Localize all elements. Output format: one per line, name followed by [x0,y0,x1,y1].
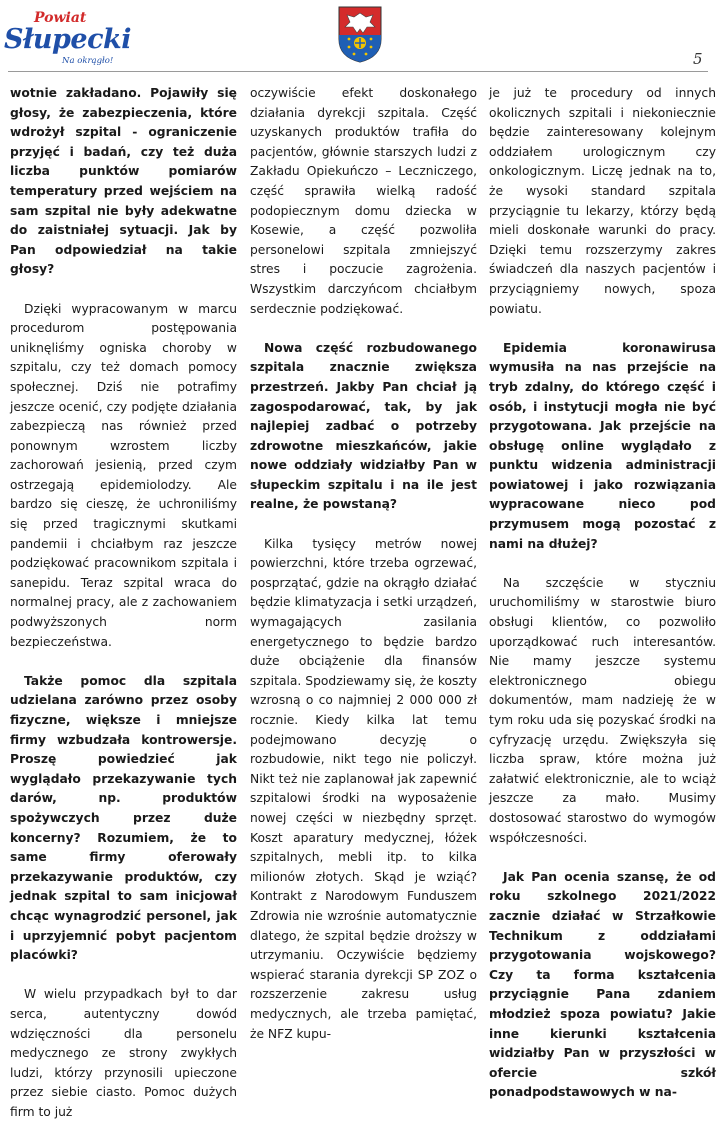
text-column-3 [489,84,716,1103]
question-paragraph: Nowa część rozbudowanego szpitala znacznie zwiększa przestrzeń. Jakby Pan chciał ją zagospodarować, tak, by jak najlepiej zadbać o potrzeby zdrowotne mieszkańców, jakie nowe oddziały widziałby Pan w słupeckim szpitalu i na ile jest realne, że powstaną? [250,340,477,512]
answer-paragraph: W wielu przypadkach był to dar serca, autentyczny dowód wdzięczności dla personelu medycznego ze strony zwykłych ludzi, którzy przynosili upieczone przez siebie ciasto. Pomoc dużych firm to już [10,987,237,1119]
page-number: 5 [693,50,703,68]
answer-paragraph: Dzięki wypracowanym w marcu procedurom postępowania uniknęliśmy ogniska choroby w szpitalu, czy też domach pomocy społecznej. Dziś nie potrafimy jeszcze ocenić, czy podjęte działania zabezpieczą nas również przed ponownym wzrostem liczby zachorowań jesienią, przed czym ostrzegają epidemiolodzy. Ale bardzo się cieszę, że uchroniliśmy się przed tragicznymi skutkami pandemii i chciałbym raz jeszcze podziękować pracownikom szpitala i sanepidu. Teraz szpital wraca do normalnej pracy, ale z zachowaniem podwyższonych norm bezpieczeństwa. [10,301,237,649]
answer-paragraph: je już te procedury od innych okolicznych szpitali i niekoniecznie będzie zainteresowany kolejnym oddziałem urologicznym czy onkologicznym. Liczę jednak na to, że wysoki standard szpitala przyciągnie tu lekarzy, którzy będą mieli doskonałe warunki do pracy. Dzięki temu rozszerzymy zakres świadczeń dla naszych pacjentów i przyciągniemy nowych, spoza powiatu. [489,86,716,316]
question-paragraph: wotnie zakładano. Pojawiły się głosy, że zabezpieczenia, które wdrożył szpital - ograniczenie przyjęć i badań, czy też duża liczba punktów pomiarów temperatury przed wejściem na sam szpital nie były adekwatne do zaistniałej sytuacji. Jak by Pan odpowiedział na takie głosy? [10,86,237,277]
header-divider [8,71,708,72]
powiat-slupecki-logo [4,6,134,66]
text-column-2 [250,84,477,1044]
answer-paragraph: oczywiście efekt doskonałego działania dyrekcji szpitala. Część uzyskanych produktów trafiła do pacjentów, głównie starszych ludzi z Zakładu Opiekuńczo – Leczniczego, część sprawiła wielką radość podopiecznym domu dziecka w Kosewie, a część pozwoliła personelowi szpitala zmniejszyć stres i poczucie zagrożenia. Wszystkim darczyńcom chciałbym serdecznie podziękować. [250,86,477,316]
answer-paragraph: Kilka tysięcy metrów nowej powierzchni, które trzeba ogrzewać, posprzątać, gdzie na okrągło działać będzie klimatyzacja i setki urządzeń, wymagających zasilania energetycznego to będzie bardzo duże obciążenie dla finansów szpitala. Spodziewamy się, że koszty wzrosną o co najmniej 2 000 000 zł rocznie. Kiedy kilka lat temu podejmowano decyzję o rozbudowie, nikt tego nie policzył. Nikt też nie zaplanował jak zapewnić szpitalowi środki na wyposażenie nowej części w niezbędny sprzęt. Koszt aparatury medycznej, łóżek szpitalnych, mebli itp. to kilka milionów złotych. Skąd je wziąć? Kontrakt z Narodowym Funduszem Zdrowia nie wzrośnie automatycznie dlatego, że szpital będzie droższy w utrzymaniu. Oczywiście będziemy wspierać starania dyrekcji SP ZOZ o rozszerzenie zakresu usług medycznych, ale trzeba pamiętać, że NFZ kupu- [250,536,477,1041]
coat-of-arms-icon [337,5,383,63]
text-column-1 [10,84,237,1122]
question-paragraph: Epidemia koronawirusa wymusiła na nas przejście na tryb zdalny, do którego część i osób, i instytucji mogła nie być przygotowana. Jak przejście na obsługę online wyglądało z punktu widzenia administracji powiatowej i jako rozwiązania wypracowane nieco pod przymusem mogą pozostać z nami na dłużej? [489,340,716,551]
logo-tagline: Na okrągło! [62,56,114,66]
answer-paragraph: Na szczęście w styczniu uruchomiliśmy w starostwie biuro obsługi klientów, co pozwoliło uporządkować ruch interesantów. Nie mamy jeszcze systemu elektronicznego obiegu dokumentów, mam nadzieję że w tym roku uda się pozyskać środki na cyfryzację urzędu. Zwiększyła się liczba spraw, które można już załatwić elektronicznie, ale to wciąż jeszcze za mało. Musimy dostosować starostwo do wymogów współczesności. [489,575,716,845]
question-paragraph: Jak Pan ocenia szansę, że od roku szkolnego 2021/2022 zacznie działać w Strzałkowie Technikum z oddziałami przygotowania wojskowego? Czy ta forma kształcenia przyciągnie Pana zdaniem młodzież spoza powiatu? Jakie inne kierunki kształcenia widziałby Pan w przyszłości w ofercie szkół ponadpodstawowych w na- [489,869,716,1100]
logo-powiat-text: Powiat [34,10,87,26]
logo-slupecki-text: Słupecki [4,24,131,55]
question-paragraph: Także pomoc dla szpitala udzielana zarówno przez osoby fizyczne, większe i mniejsze firmy wzbudzała kontrowersje. Proszę powiedzieć jak wyglądało przekazywanie tych darów, np. produktów spożywczych przez duże koncerny? Rozumiem, że to same firmy oferowały przekazywanie produktów, czy jednak szpital to sam inicjował chcąc wynagrodzić personel, jak i uprzyjemnić pobyt pacjentom placówki? [10,673,237,963]
